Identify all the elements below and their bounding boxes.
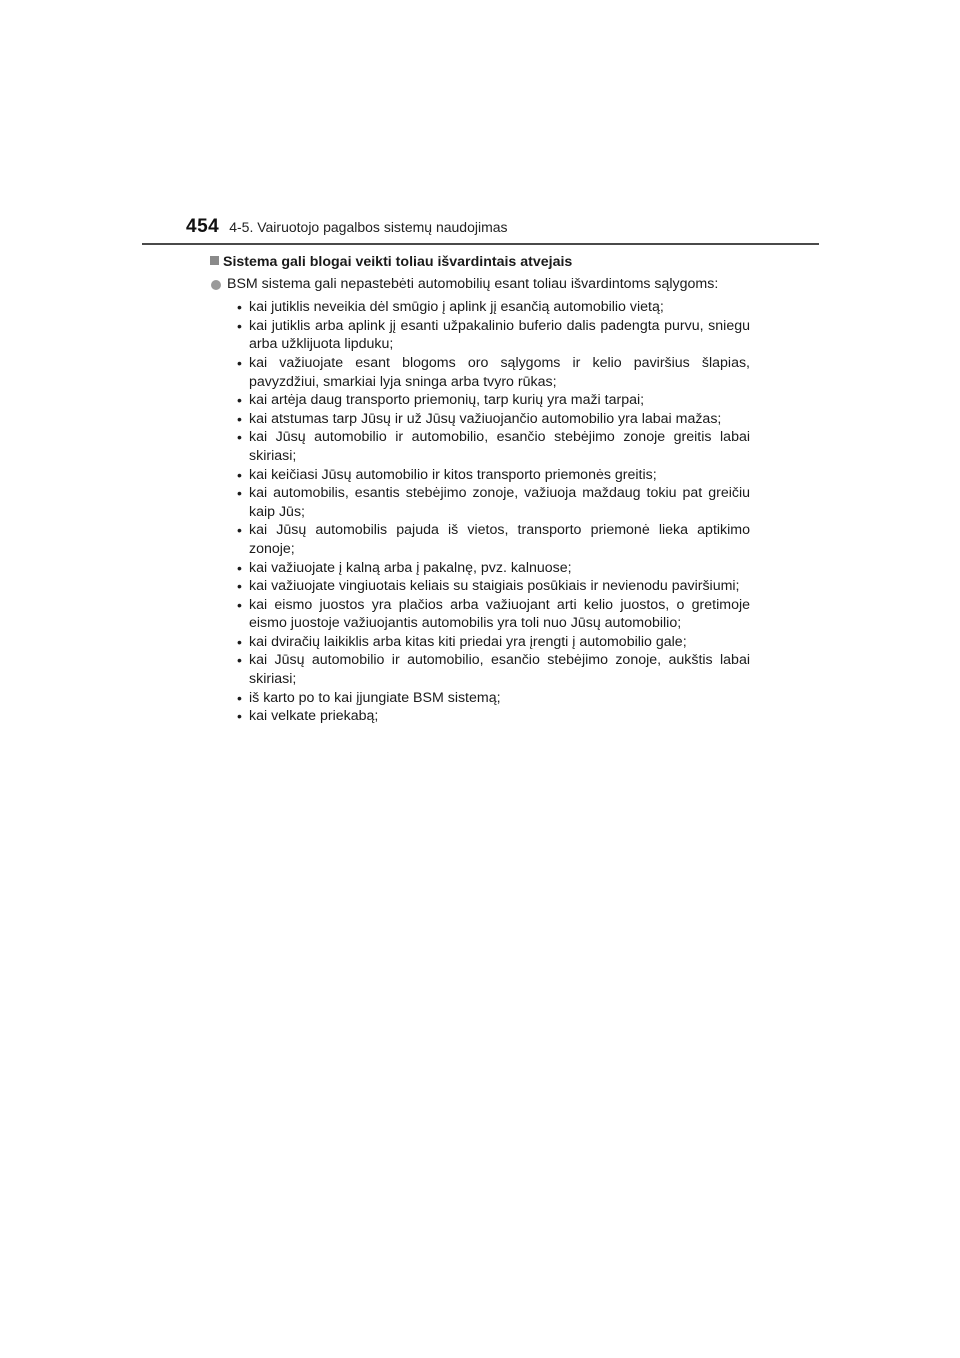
list-item-text: kai jutiklis arba aplink jį esanti užpakalinio buferio dalis padengta purvu, sniegu arba užklijuota lipduku;	[249, 317, 750, 353]
bullet-dot-icon: •	[237, 522, 242, 539]
list-item	[237, 559, 750, 578]
bullet-dot-icon: •	[237, 559, 242, 576]
square-bullet-icon	[210, 256, 219, 265]
bullet-dot-icon: •	[237, 708, 242, 725]
list-item	[237, 521, 750, 558]
list-item-text: kai eismo juostos yra plačios arba važiuojant arti kelio juostos, o gretimoje eismo juostoje važiuojantis automobilis yra toli nuo Jūsų automobilio;	[249, 596, 750, 632]
bullet-dot-icon: •	[237, 652, 242, 669]
list-item	[237, 466, 750, 485]
list-item-text: kai atstumas tarp Jūsų ir už Jūsų važiuojančio automobilio yra labai mažas;	[249, 410, 722, 427]
section-title: 4-5. Vairuotojo pagalbos sistemų naudojimas	[229, 219, 508, 235]
bullet-dot-icon: •	[237, 633, 242, 650]
bullet-dot-icon: •	[237, 689, 242, 706]
intro-text: BSM sistema gali nepastebėti automobilių esant toliau išvardintoms sąlygoms:	[227, 275, 719, 292]
list-item	[237, 410, 750, 429]
list-item-text: kai Jūsų automobilio ir automobilio, esančio stebėjimo zonoje, aukštis labai skiriasi;	[249, 652, 750, 688]
section-heading-text: Sistema gali blogai veikti toliau išvardintais atvejais	[223, 254, 573, 270]
main-content	[210, 253, 750, 726]
list-item-text: kai važiuojate į kalną arba į pakalnę, pvz. kalnuose;	[249, 559, 572, 576]
bullet-dot-icon: •	[237, 485, 242, 502]
list-item-text: kai Jūsų automobilio ir automobilio, esančio stebėjimo zonoje greitis labai skiriasi;	[249, 429, 750, 464]
list-item	[237, 633, 750, 652]
bullet-dot-icon: •	[237, 410, 242, 427]
bullet-dot-icon: •	[237, 429, 242, 446]
bullet-dot-icon: •	[237, 392, 242, 409]
bullet-dot-icon: •	[237, 354, 242, 371]
list-item-text: kai automobilis, esantis stebėjimo zonoje, važiuoja maždaug tokiu pat greičiu kaip Jūs;	[249, 485, 750, 520]
list-item	[237, 651, 750, 688]
bullet-dot-icon: •	[237, 317, 242, 334]
list-item	[237, 317, 750, 354]
list-item-text: kai važiuojate esant blogoms oro sąlygoms ir kelio paviršius šlapias, pavyzdžiui, smarkiai lyja sninga arba tvyro rūkas;	[249, 354, 750, 390]
list-item	[237, 391, 750, 410]
list-item-text: kai dviračių laikiklis arba kitas kiti priedai yra įrengti į automobilio gale;	[249, 633, 687, 650]
bullet-dot-icon: •	[237, 299, 242, 316]
list-item	[237, 596, 750, 633]
section-heading	[210, 253, 750, 272]
list-item-text: kai jutiklis neveikia dėl smūgio į aplink jį esančią automobilio vietą;	[249, 299, 664, 316]
list-item	[237, 484, 750, 521]
page-number: 454	[186, 216, 220, 237]
list-item-text: kai velkate priekabą;	[249, 708, 379, 725]
condition-list	[210, 298, 750, 726]
circle-bullet-icon	[211, 280, 221, 290]
list-item-text: kai Jūsų automobilis pajuda iš vietos, transporto priemonė lieka aptikimo zonoje;	[249, 522, 750, 557]
list-item-text: kai važiuojate vingiuotais keliais su staigiais posūkiais ir nevienodu paviršiumi;	[249, 578, 740, 595]
intro-paragraph	[210, 275, 750, 294]
list-item	[237, 428, 750, 465]
list-item-text: kai artėja daug transporto priemonių, tarp kurių yra maži tarpai;	[249, 392, 645, 409]
list-item	[237, 707, 750, 726]
list-item	[237, 577, 750, 596]
list-item	[237, 689, 750, 708]
list-item-text: kai keičiasi Jūsų automobilio ir kitos transporto priemonės greitis;	[249, 466, 657, 483]
list-item	[237, 298, 750, 317]
header-divider	[142, 243, 819, 245]
list-item	[237, 354, 750, 391]
page-header	[186, 216, 508, 244]
bullet-dot-icon: •	[237, 578, 242, 595]
list-item-text: iš karto po to kai įjungiate BSM sistemą;	[249, 689, 501, 706]
bullet-dot-icon: •	[237, 596, 242, 613]
bullet-dot-icon: •	[237, 466, 242, 483]
